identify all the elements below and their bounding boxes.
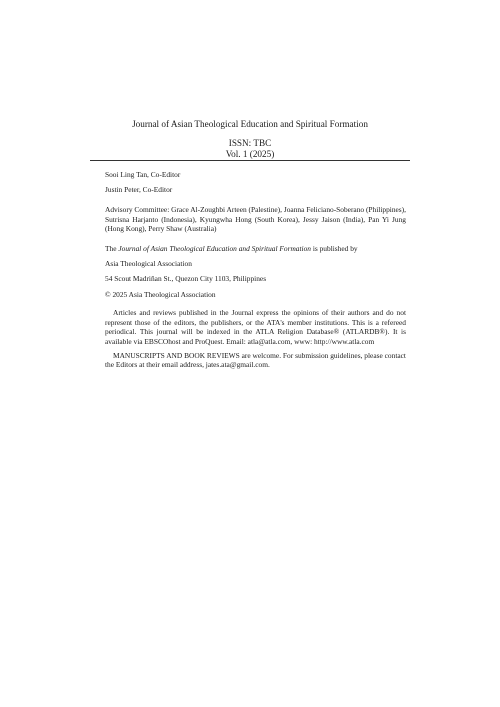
editor-line: Sooi Ling Tan, Co-Editor bbox=[105, 170, 181, 179]
issn-line: ISSN: TBC bbox=[228, 138, 272, 148]
header-divider bbox=[90, 160, 410, 161]
publisher-block bbox=[105, 244, 406, 299]
published-by-prefix: The bbox=[105, 243, 119, 253]
manuscripts-paragraph: MANUSCRIPTS AND BOOK REVIEWS are welcome. For submission guidelines, please contact the Editors at their email address, jates.ata@gmail.com. bbox=[105, 350, 406, 370]
masthead-content bbox=[90, 170, 410, 370]
editors-list bbox=[105, 170, 406, 194]
disclaimer-paragraph: Articles and reviews published in the Journal express the opinions of their authors and do not represent those of the editors, the publishers, or the ATA's member institutions. This is a refereed periodical. This journal will be indexed in the ATLA Religion Database® (ATLARDB®). It is available via EBSCOhost and ProQuest. Email: atla@atla.com, www: http://www.atla.com bbox=[105, 308, 406, 346]
masthead-page bbox=[90, 118, 410, 370]
publisher-name: Asia Theological Association bbox=[105, 259, 192, 269]
published-by-line bbox=[105, 244, 406, 254]
published-by-suffix: is published by bbox=[310, 243, 358, 253]
journal-title: Journal of Asian Theological Education and Spiritual Formation bbox=[132, 119, 368, 129]
journal-name-italic: Journal of Asian Theological Education and Spiritual Formation bbox=[118, 243, 311, 253]
editor-line: Justin Peter, Co-Editor bbox=[105, 184, 173, 194]
copyright-line: © 2025 Asia Theological Association bbox=[105, 289, 216, 299]
advisory-committee: Advisory Committee: Grace Al-Zoughbi Arteen (Palestine), Joanna Feliciano-Soberano (Philippines), Sutrisna Harjanto (Indonesia), Kyungwha Hong (South Korea), Jessy Jaison (India), Pan Yi Jung (Hong Kong), Perry Shaw (Australia) bbox=[105, 205, 406, 234]
volume-line: Vol. 1 (2025) bbox=[225, 149, 275, 159]
publisher-address: 54 Scout Madriñan St., Quezon City 1103, Philippines bbox=[105, 274, 267, 284]
